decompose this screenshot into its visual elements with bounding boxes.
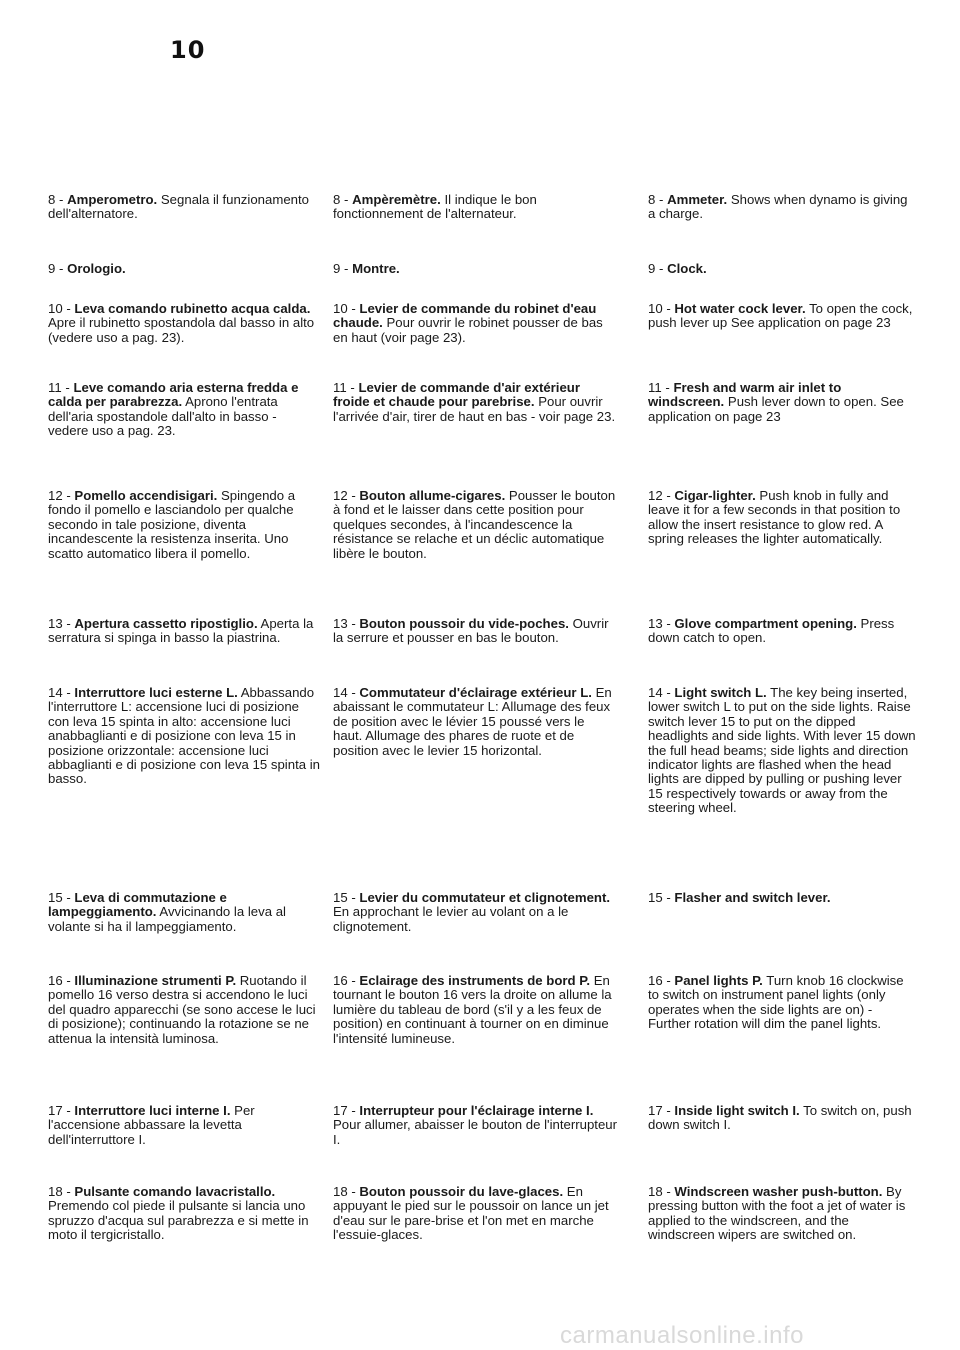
entry-title: Inside light switch I. bbox=[674, 1103, 800, 1118]
entry-title: Windscreen washer push-button. bbox=[674, 1184, 883, 1199]
entry-body: Apre il rubinetto spostandola dal basso in alto (vedere uso a pag. 23). bbox=[48, 315, 315, 345]
entry-number: 10 bbox=[48, 301, 63, 316]
entry-number: 11 bbox=[648, 380, 662, 395]
entry-title: Fresh and warm air inlet to windscreen. bbox=[648, 380, 842, 410]
entry-number: 15 bbox=[333, 890, 348, 905]
entry-number: 16 bbox=[333, 973, 348, 988]
entry-body: En approchant le levier au volant on a le clignotement. bbox=[333, 904, 569, 934]
entry-title: Levier de commande d'air extérieur froide et chaude pour parebrise. bbox=[333, 380, 580, 410]
entry-title: Glove compartment opening. bbox=[674, 616, 857, 631]
watermark: carmanualsonline.info bbox=[560, 1322, 804, 1349]
entry-body: By pressing button with the foot a jet of water is applied to the windscreen, and the windscreen wipers are switched on. bbox=[648, 1184, 906, 1243]
entry-body: Shows when dynamo is giving a charge. bbox=[648, 192, 908, 222]
italian-entry-14: 14 - Interruttore luci esterne L. Abbassando l'interruttore L: accensione luci di posizione con leva 15 spinta in alto: accensione luci anabbaglianti e di posizione con leva 15 in posizione orizzontale: accensione luci abbaglianti e di posizione con leva 15 spinta in basso. bbox=[48, 685, 320, 787]
entry-number: 18 bbox=[333, 1184, 348, 1199]
entry-title: Bouton poussoir du lave-glaces. bbox=[359, 1184, 564, 1199]
entry-body: Pour ouvrir le robinet pousser de bas en haut (voir page 23). bbox=[333, 315, 603, 345]
english-entry-17: 17 - Inside light switch I. To switch on, push down switch I. bbox=[648, 1103, 912, 1133]
entry-number: 16 bbox=[648, 973, 663, 988]
entry-title: Bouton allume-cigares. bbox=[359, 488, 506, 503]
entry-title: Illuminazione strumenti P. bbox=[74, 973, 237, 988]
entry-body: Pour ouvrir l'arrivée d'air, tirer de haut en bas - voir page 23. bbox=[333, 394, 616, 424]
entry-title: Apertura cassetto ripostiglio. bbox=[74, 616, 258, 631]
entry-title: Montre. bbox=[352, 261, 400, 276]
entry-body: Turn knob 16 clockwise to switch on instrument panel lights (only operates when the side lights are on) - Further rotation will dim the panel lights. bbox=[648, 973, 904, 1032]
entry-body: To switch on, push down switch I. bbox=[648, 1103, 912, 1133]
entry-title: Pomello accendisigari. bbox=[74, 488, 218, 503]
entry-number: 16 bbox=[48, 973, 63, 988]
entry-title: Hot water cock lever. bbox=[674, 301, 806, 316]
entry-number: 11 bbox=[48, 380, 62, 395]
entry-title: Ammeter. bbox=[667, 192, 728, 207]
english-entry-9: 9 - Clock. bbox=[648, 261, 707, 276]
italian-entry-10: 10 - Leva comando rubinetto acqua calda. Apre il rubinetto spostandola dal basso in alto (vedere uso a pag. 23). bbox=[48, 301, 315, 345]
entry-body: En tournant le bouton 16 vers la droite on allume la lumière du tableau de bord (s'il y a les feux de position) en continuant à tourner on en diminue l'intensité lumineuse. bbox=[333, 973, 612, 1046]
english-entry-8: 8 - Ammeter. Shows when dynamo is giving a charge. bbox=[648, 192, 908, 222]
entry-title: Interruttore luci esterne L. bbox=[74, 685, 238, 700]
entry-number: 8 bbox=[48, 192, 56, 207]
entry-number: 18 bbox=[48, 1184, 63, 1199]
entry-number: 12 bbox=[333, 488, 348, 503]
entry-title: Pulsante comando lavacristallo. bbox=[74, 1184, 276, 1199]
entry-number: 9 bbox=[648, 261, 656, 276]
entry-body: Spingendo a fondo il pomello e lasciandolo per qualche secondo in tale posizione, diventa incandescente la resistenza inserita. Uno scatto automatico libera il pomello. bbox=[48, 488, 296, 561]
entry-title: Leva di commutazione e lampeggiamento. bbox=[48, 890, 227, 920]
entry-number: 13 bbox=[48, 616, 63, 631]
entry-number: 14 bbox=[48, 685, 63, 700]
italian-entry-13: 13 - Apertura cassetto ripostiglio. Aperta la serratura si spinga in basso la piastrina. bbox=[48, 616, 314, 646]
french-entry-17: 17 - Interrupteur pour l'éclairage interne I. Pour allumer, abaisser le bouton de l'interrupteur I. bbox=[333, 1103, 618, 1147]
entry-body: En abaissant le commutateur L: Allumage des feux de position avec le lévier 15 poussé vers le haut. Allumage des phares de ruote et de position avec le levier 15 horizontal. bbox=[333, 685, 612, 758]
entry-number: 17 bbox=[648, 1103, 663, 1118]
english-entry-16: 16 - Panel lights P. Turn knob 16 clockwise to switch on instrument panel lights (only operates when the side lights are on) - Further rotation will dim the panel lights. bbox=[648, 973, 904, 1032]
entry-number: 17 bbox=[48, 1103, 63, 1118]
entry-number: 17 bbox=[333, 1103, 348, 1118]
entry-number: 12 bbox=[648, 488, 663, 503]
entry-body: Pousser le bouton à fond et le laisser dans cette position pour quelques secondes, à l'incandescence la résistance se relache et un déclic automatique libère le bouton. bbox=[333, 488, 616, 561]
page-number: 10 bbox=[170, 36, 206, 64]
entry-body: Per l'accensione abbassare la levetta dell'interruttore I. bbox=[48, 1103, 255, 1147]
entry-number: 11 bbox=[333, 380, 347, 395]
entry-number: 15 bbox=[48, 890, 63, 905]
entry-title: Cigar-lighter. bbox=[674, 488, 756, 503]
english-entry-10: 10 - Hot water cock lever. To open the cock, push lever up See application on page 23 bbox=[648, 301, 913, 331]
entry-number: 12 bbox=[48, 488, 63, 503]
french-entry-10: 10 - Levier de commande du robinet d'eau chaude. Pour ouvrir le robinet pousser de bas en haut (voir page 23). bbox=[333, 301, 603, 345]
french-entry-9: 9 - Montre. bbox=[333, 261, 400, 276]
entry-title: Bouton poussoir du vide-poches. bbox=[359, 616, 569, 631]
entry-body: Aprono l'entrata dell'aria spostandole dall'alto in basso - vedere uso a pag. 23. bbox=[48, 394, 278, 439]
italian-entry-12: 12 - Pomello accendisigari. Spingendo a fondo il pomello e lasciandolo per qualche secondo in tale posizione, diventa incandescente la resistenza inserita. Uno scatto automatico libera il pomello. bbox=[48, 488, 296, 561]
english-entry-14: 14 - Light switch L. The key being inserted, lower switch L to put on the side lights. Raise switch lever 15 to put on the dipped headlights and side lights. With lever 15 down the full head beams; side lights and direction indicator lights are flashed when the head lights are dipped by pulling or pushing lever 15 respectively towards or away from the steering wheel. bbox=[648, 685, 916, 816]
italian-entry-17: 17 - Interruttore luci interne I. Per l'accensione abbassare la levetta dell'interruttore I. bbox=[48, 1103, 255, 1147]
entry-title: Flasher and switch lever. bbox=[674, 890, 831, 905]
entry-title: Leve comando aria esterna fredda e calda per parabrezza. bbox=[48, 380, 299, 410]
entry-body: The key being inserted, lower switch L to put on the side lights. Raise switch lever 15 to put on the dipped headlights and side lights. With lever 15 down the full head beams; side lights and direction indicator lights are flashed when the head lights are dipped by pulling or pushing lever 15 respectively towards or away from the steering wheel. bbox=[648, 685, 916, 816]
french-entry-18: 18 - Bouton poussoir du lave-glaces. En appuyant le pied sur le poussoir on lance un jet d'eau sur le pare-brise et l'on met en marche l'essuie-glaces. bbox=[333, 1184, 609, 1243]
entry-title: Orologio. bbox=[67, 261, 126, 276]
entry-title: Light switch L. bbox=[674, 685, 767, 700]
entry-number: 9 bbox=[48, 261, 56, 276]
entry-body: Push lever down to open. See application on page 23 bbox=[648, 394, 904, 424]
french-entry-11: 11 - Levier de commande d'air extérieur froide et chaude pour parebrise. Pour ouvrir l'arrivée d'air, tirer de haut en bas - voir page 23. bbox=[333, 380, 616, 424]
italian-entry-8: 8 - Amperometro. Segnala il funzionamento dell'alternatore. bbox=[48, 192, 309, 222]
french-entry-15: 15 - Levier du commutateur et clignotement. En approchant le levier au volant on a le clignotement. bbox=[333, 890, 611, 934]
english-entry-18: 18 - Windscreen washer push-button. By pressing button with the foot a jet of water is applied to the windscreen, and the windscreen wipers are switched on. bbox=[648, 1184, 906, 1243]
entry-body: Il indique le bon fonctionnement de l'alternateur. bbox=[333, 192, 537, 222]
italian-entry-15: 15 - Leva di commutazione e lampeggiamento. Avvicinando la leva al volante si ha il lampeggiamento. bbox=[48, 890, 286, 934]
entry-number: 13 bbox=[648, 616, 663, 631]
english-entry-13: 13 - Glove compartment opening. Press down catch to open. bbox=[648, 616, 895, 646]
entry-body: Ruotando il pomello 16 verso destra si accendono le luci del quadro apparecchi (se sono accese le luci di posizione); continuando la rotazione se ne attenua la intensità luminosa. bbox=[48, 973, 316, 1046]
entry-number: 14 bbox=[333, 685, 348, 700]
entry-title: Eclairage des instruments de bord P. bbox=[359, 973, 591, 988]
entry-number: 15 bbox=[648, 890, 663, 905]
entry-title: Amperometro. bbox=[67, 192, 158, 207]
entry-title: Ampèremètre. bbox=[352, 192, 441, 207]
english-entry-12: 12 - Cigar-lighter. Push knob in fully and leave it for a few seconds in that position to allow the insert resistance to glow red. A spring releases the lighter automatically. bbox=[648, 488, 901, 547]
entry-body: Aperta la serratura si spinga in basso la piastrina. bbox=[48, 616, 314, 646]
french-entry-16: 16 - Eclairage des instruments de bord P. En tournant le bouton 16 vers la droite on allume la lumière du tableau de bord (s'il y a les feux de position) en continuant à tourner on en diminue l'intensité lumineuse. bbox=[333, 973, 612, 1046]
entry-number: 9 bbox=[333, 261, 341, 276]
entry-body: To open the cock, push lever up See application on page 23 bbox=[648, 301, 913, 331]
entry-body: Press down catch to open. bbox=[648, 616, 895, 646]
french-entry-12: 12 - Bouton allume-cigares. Pousser le bouton à fond et le laisser dans cette position pour quelques secondes, à l'incandescence la résistance se relache et un déclic automatique libère le bouton. bbox=[333, 488, 616, 561]
entry-number: 14 bbox=[648, 685, 663, 700]
entry-title: Commutateur d'éclairage extérieur L. bbox=[359, 685, 592, 700]
entry-body: En appuyant le pied sur le poussoir on lance un jet d'eau sur le pare-brise et l'on met en marche l'essuie-glaces. bbox=[333, 1184, 609, 1243]
entry-body: Push knob in fully and leave it for a few seconds in that position to allow the insert resistance to glow red. A spring releases the lighter automatically. bbox=[648, 488, 901, 547]
french-entry-8: 8 - Ampèremètre. Il indique le bon fonctionnement de l'alternateur. bbox=[333, 192, 537, 222]
french-entry-13: 13 - Bouton poussoir du vide-poches. Ouvrir la serrure et pousser en bas le bouton. bbox=[333, 616, 609, 646]
entry-body: Pour allumer, abaisser le bouton de l'interrupteur I. bbox=[333, 1117, 618, 1147]
entry-title: Clock. bbox=[667, 261, 707, 276]
entry-number: 8 bbox=[333, 192, 341, 207]
entry-body: Premendo col piede il pulsante si lancia uno spruzzo d'acqua sul parabrezza e si mette in moto il tergicristallo. bbox=[48, 1198, 309, 1243]
italian-entry-16: 16 - Illuminazione strumenti P. Ruotando il pomello 16 verso destra si accendono le luci del quadro apparecchi (se sono accese le luci di posizione); continuando la rotazione se ne attenua la intensità luminosa. bbox=[48, 973, 316, 1046]
entry-number: 10 bbox=[333, 301, 348, 316]
english-entry-11: 11 - Fresh and warm air inlet to windscreen. Push lever down to open. See application on page 23 bbox=[648, 380, 904, 424]
entry-number: 13 bbox=[333, 616, 348, 631]
entry-body: Avvicinando la leva al volante si ha il lampeggiamento. bbox=[48, 904, 286, 934]
french-entry-14: 14 - Commutateur d'éclairage extérieur L. En abaissant le commutateur L: Allumage des feux de position avec le lévier 15 poussé vers le haut. Allumage des phares de ruote et de position avec le levier 15 horizontal. bbox=[333, 685, 612, 758]
italian-entry-11: 11 - Leve comando aria esterna fredda e calda per parabrezza. Aprono l'entrata dell'aria spostandole dall'alto in basso - vedere uso a pag. 23. bbox=[48, 380, 299, 439]
entry-title: Interrupteur pour l'éclairage interne I. bbox=[359, 1103, 594, 1118]
entry-body: Segnala il funzionamento dell'alternatore. bbox=[48, 192, 309, 222]
english-entry-15: 15 - Flasher and switch lever. bbox=[648, 890, 831, 905]
entry-number: 18 bbox=[648, 1184, 663, 1199]
entry-body: Ouvrir la serrure et pousser en bas le bouton. bbox=[333, 616, 609, 646]
entry-title: Levier du commutateur et clignotement. bbox=[359, 890, 611, 905]
entry-title: Panel lights P. bbox=[674, 973, 763, 988]
italian-entry-18: 18 - Pulsante comando lavacristallo. Premendo col piede il pulsante si lancia uno spruzzo d'acqua sul parabrezza e si mette in moto il tergicristallo. bbox=[48, 1184, 309, 1243]
entry-number: 8 bbox=[648, 192, 656, 207]
entry-body: Abbassando l'interruttore L: accensione luci di posizione con leva 15 spinta in alto: accensione luci anabbaglianti e di posizione con leva 15 in posizione orizzontale: accensione luci abbaglianti e di posizione con leva 15 spinta in basso. bbox=[48, 685, 320, 787]
entry-number: 10 bbox=[648, 301, 663, 316]
entry-title: Interruttore luci interne I. bbox=[74, 1103, 231, 1118]
entry-title: Leva comando rubinetto acqua calda. bbox=[74, 301, 311, 316]
entry-title: Levier de commande du robinet d'eau chaude. bbox=[333, 301, 597, 331]
italian-entry-9: 9 - Orologio. bbox=[48, 261, 126, 276]
